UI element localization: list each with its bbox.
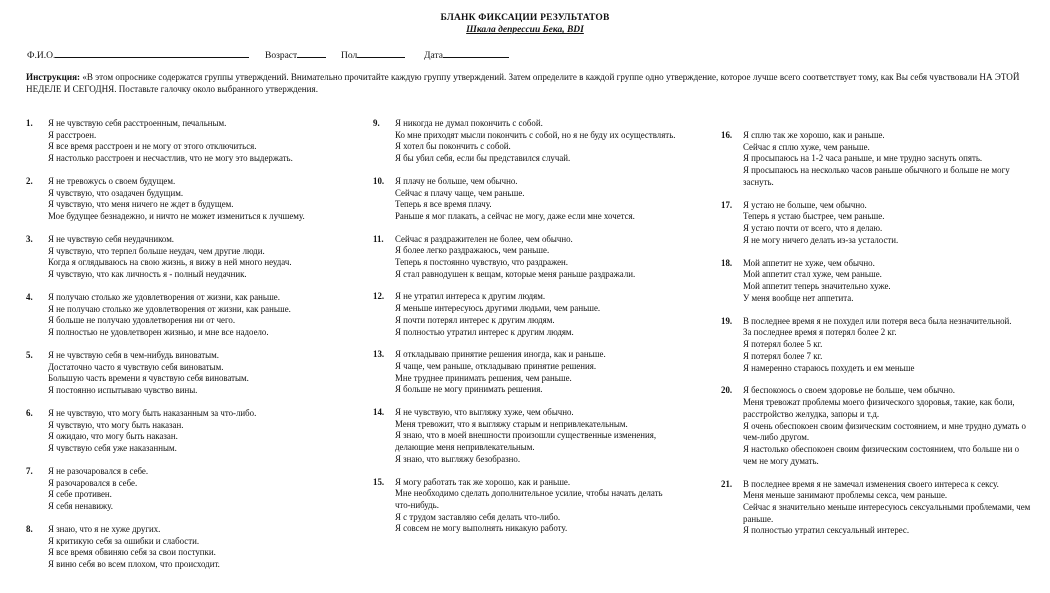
answer-statement[interactable]: Я не чувствую, что выгляжу хуже, чем обычно. — [395, 407, 574, 418]
answer-statement[interactable]: Я не чувствую себя неудачником. — [48, 234, 175, 244]
answer-statement[interactable]: Мое будущее безнадежно, и ничто не может измениться к лучшему. — [48, 211, 305, 222]
question-number: 20. — [721, 385, 733, 396]
question-number: 5. — [26, 350, 33, 360]
answer-statement[interactable]: Я просыпаюсь на 1-2 часа раньше, и мне трудно заснуть опять. — [743, 153, 983, 164]
answer-statement[interactable]: Я не тревожусь о своем будущем. — [48, 176, 176, 186]
question-group — [721, 316, 1033, 375]
answer-statement[interactable]: Достаточно часто я чувствую себя виноватым. — [48, 361, 224, 372]
answer-statement[interactable]: Сейчас я раздражителен не более, чем обычно. — [395, 233, 573, 244]
sex-field[interactable] — [341, 48, 405, 61]
answer-statement[interactable]: Я откладываю принятие решения иногда, как и раньше. — [395, 349, 606, 360]
answer-statement[interactable]: Мне необходимо сделать дополнительное усилие, чтобы начать делать что-нибудь. — [395, 488, 663, 510]
answer-statement[interactable]: Раньше я мог плакать, а сейчас не могу, даже если мне хочется. — [395, 210, 635, 221]
answer-statement[interactable]: Я разочаровался в себе. — [48, 477, 138, 488]
question-number: 2. — [26, 176, 33, 186]
answer-statement[interactable]: Я себя ненавижу. — [48, 501, 113, 512]
answer-statement[interactable]: Я меньше интересуюсь другими людьми, чем раньше. — [395, 303, 601, 314]
fio-label: Ф.И.О. — [27, 51, 56, 61]
question-group — [373, 349, 678, 396]
age-input-line[interactable] — [297, 48, 326, 58]
question-group — [721, 200, 1033, 247]
question-group — [721, 130, 1033, 189]
answer-statement[interactable]: Я сплю так же хорошо, как и раньше. — [743, 130, 885, 140]
answer-statement[interactable]: Я ожидаю, что могу быть наказан. — [48, 431, 178, 442]
answer-statement[interactable]: Я чувствую себя уже наказанным. — [48, 443, 177, 454]
sex-input-line[interactable] — [357, 48, 405, 58]
question-group — [721, 479, 1033, 538]
instructions-label: Инструкция: — [26, 72, 81, 82]
answer-statement[interactable]: Я настолько расстроен и несчастлив, что не могу это выдержать. — [48, 153, 293, 164]
date-input-line[interactable] — [443, 48, 509, 58]
question-group — [373, 291, 678, 338]
question-group — [373, 234, 678, 281]
question-group — [373, 407, 678, 466]
sex-label: Пол — [341, 51, 358, 61]
answer-statement[interactable]: Сейчас я значительно меньше интересуюсь сексуальными проблемами, чем раньше. — [743, 501, 1031, 524]
form-title: БЛАНК ФИКСАЦИИ РЕЗУЛЬТАТОВ — [440, 13, 610, 23]
question-group — [373, 118, 678, 165]
answer-statement[interactable]: Меня меньше занимают проблемы секса, чем раньше. — [743, 490, 948, 501]
answer-statement[interactable]: Я все время расстроен и не могу от этого отключиться. — [48, 141, 257, 152]
answer-statement[interactable]: Мой аппетит теперь значительно хуже. — [743, 281, 891, 292]
answer-statement[interactable]: Я полностью не удовлетворен жизнью, и мне все надоело. — [48, 327, 269, 338]
answer-statement[interactable]: Мне труднее принимать решения, чем раньше. — [395, 372, 572, 383]
answer-statement[interactable]: Я не чувствую себя расстроенным, печальным. — [48, 118, 227, 128]
question-number: 18. — [721, 257, 733, 268]
questions-column-2 — [373, 118, 678, 546]
question-number: 19. — [721, 315, 733, 326]
answer-statement[interactable]: Теперь я устаю быстрее, чем раньше. — [743, 211, 885, 222]
answer-statement[interactable]: Я получаю столько же удовлетворения от жизни, как раньше. — [48, 292, 280, 302]
answer-statement[interactable]: Я просыпаюсь на несколько часов раньше обычного и больше не могу заснуть. — [743, 165, 1010, 187]
question-number: 17. — [721, 199, 733, 210]
question-number: 8. — [26, 524, 33, 534]
question-number: 14. — [373, 407, 385, 418]
question-number: 1. — [26, 118, 33, 128]
question-number: 12. — [373, 291, 385, 302]
answer-statement[interactable]: Сейчас я сплю хуже, чем раньше. — [743, 141, 870, 152]
questions-column-1 — [26, 118, 356, 582]
age-field[interactable] — [265, 48, 326, 61]
answer-statement[interactable]: Я почти потерял интерес к другим людям. — [395, 314, 555, 325]
answer-statement[interactable]: Я с трудом заставляю себя делать что-либо. — [395, 511, 561, 522]
answer-statement[interactable]: Я намеренно стараюсь похудеть и ем меньше — [743, 362, 915, 373]
answer-statement[interactable]: Я стал равнодушен к вещам, которые меня раньше раздражали. — [395, 268, 636, 279]
question-number: 13. — [373, 349, 385, 360]
answer-statement[interactable]: Я виню себя во всем плохом, что происходит. — [48, 559, 220, 570]
answer-statement[interactable]: Я потерял более 7 кг. — [743, 350, 823, 361]
answer-statement[interactable]: Я чаще, чем раньше, откладываю принятие решения. — [395, 360, 597, 371]
answer-statement[interactable]: Я устаю не больше, чем обычно. — [743, 199, 867, 210]
question-group — [26, 176, 356, 223]
answer-statement[interactable]: Я себе противен. — [48, 489, 112, 500]
answer-statement[interactable]: Я более легко раздражаюсь, чем раньше. — [395, 245, 550, 256]
date-field[interactable] — [424, 48, 509, 61]
answer-statement[interactable]: Я не чувствую себя в чем-нибудь виноватым. — [48, 350, 219, 360]
answer-statement[interactable]: Я не чувствую, что могу быть наказанным за что-либо. — [48, 408, 257, 418]
answer-statement[interactable]: Я расстроен. — [48, 129, 97, 140]
answer-statement[interactable]: Меня тревожат проблемы моего физического здоровья, такие, как боли, расстройство желудка, запоры и т.д. — [743, 397, 1015, 419]
answer-statement[interactable]: Я больше не могу принимать решения. — [395, 384, 543, 395]
answer-statement[interactable]: Я знаю, что выгляжу безобразно. — [395, 453, 521, 464]
question-group — [26, 234, 356, 281]
answer-statement[interactable]: Я чувствую, что как личность я - полный неудачник. — [48, 269, 247, 280]
question-group — [721, 258, 1033, 305]
question-number: 3. — [26, 234, 33, 244]
question-group — [373, 176, 678, 223]
answer-statement[interactable]: Я все время обвиняю себя за свои поступки. — [48, 547, 216, 558]
answer-statement[interactable]: Я устаю почти от всего, что я делаю. — [743, 223, 883, 234]
answer-statement[interactable]: Я чувствую, что меня ничего не ждет в будущем. — [48, 199, 234, 210]
question-number: 16. — [721, 130, 733, 140]
answer-statement[interactable]: Я не утратил интереса к другим людям. — [395, 291, 546, 302]
answer-statement[interactable]: Ко мне приходят мысли покончить с собой, но я не буду их осуществлять. — [395, 129, 676, 140]
answer-statement[interactable]: Мой аппетит не хуже, чем обычно. — [743, 257, 875, 268]
question-number: 11. — [373, 233, 384, 244]
answer-statement[interactable]: Я больше не получаю удовлетворения ни от чего. — [48, 315, 236, 326]
answer-statement[interactable]: Меня тревожит, что я выгляжу старым и непривлекательным. — [395, 418, 628, 429]
answer-statement[interactable]: Теперь я постоянно чувствую, что раздражен. — [395, 257, 568, 268]
instructions-text: «В этом опроснике содержатся группы утверждений. Внимательно прочитайте каждую группу утверждений. Затем определите в каждой группе одно утверждение, которое лучше всего соответствует тому, как Вы себя чувствовали НА ЭТОЙ НЕДЕЛЕ И СЕГОДНЯ. Поставьте галочку около выбранного утверждения. — [26, 72, 1020, 95]
answer-statement[interactable]: Я полностью утратил сексуальный интерес. — [743, 525, 910, 536]
answer-statement[interactable]: Я постоянно испытываю чувство вины. — [48, 385, 198, 396]
question-number: 4. — [26, 292, 33, 302]
question-number: 9. — [373, 118, 380, 128]
question-group — [26, 118, 356, 165]
instructions — [26, 71, 1026, 95]
question-group — [26, 350, 356, 397]
answer-statement[interactable]: Я могу работать так же хорошо, как и раньше. — [395, 476, 571, 487]
answer-statement[interactable]: Я хотел бы покончить с собой. — [395, 141, 511, 152]
answer-statement[interactable]: Теперь я все время плачу. — [395, 199, 492, 210]
answer-statement[interactable]: Я чувствую, что могу быть наказан. — [48, 419, 184, 430]
answer-statement[interactable]: Я знаю, что я не хуже других. — [48, 524, 161, 534]
answer-statement[interactable]: Сейчас я плачу чаще, чем раньше. — [395, 187, 525, 198]
answer-statement[interactable]: Я знаю, что в моей внешности произошли существенные изменения, делающие меня непривлекательным. — [395, 430, 657, 453]
answer-statement[interactable]: Я плачу не больше, чем обычно. — [395, 175, 518, 186]
question-group — [26, 292, 356, 339]
question-number: 21. — [721, 478, 733, 489]
question-number: 10. — [373, 175, 385, 186]
questions-column-3 — [721, 130, 1033, 548]
question-number: 15. — [373, 476, 385, 487]
answer-statement[interactable]: Я критикую себя за ошибки и слабости. — [48, 535, 200, 546]
answer-statement[interactable]: Я не разочаровался в себе. — [48, 466, 149, 476]
answer-statement[interactable]: Я очень обеспокоен своим физическим состоянием, и мне трудно думать о чем-либо другом. — [743, 420, 1026, 443]
question-group — [373, 477, 678, 536]
answer-statement[interactable]: Я никогда не думал покончить с собой. — [395, 118, 543, 128]
scale-name: Шкала депрессии Бека, BDI — [466, 25, 584, 35]
answer-statement[interactable]: У меня вообще нет аппетита. — [743, 292, 854, 303]
answer-statement[interactable]: Я беспокоюсь о своем здоровье не больше, чем обычно. — [743, 385, 956, 396]
answer-statement[interactable]: Большую часть времени я чувствую себя виноватым. — [48, 373, 249, 384]
question-number: 7. — [26, 466, 33, 476]
answer-statement[interactable]: Я не получаю столько же удовлетворения от жизни, как раньше. — [48, 303, 291, 314]
answer-statement[interactable]: Я бы убил себя, если бы представился случай. — [395, 153, 571, 164]
answer-statement[interactable]: За последнее время я потерял более 2 кг. — [743, 327, 897, 338]
answer-statement[interactable]: Я совсем не могу выполнять никакую работу. — [395, 523, 568, 534]
answer-statement[interactable]: В последнее время я не похудел или потеря веса была незначительной. — [743, 315, 1012, 326]
fio-field[interactable] — [27, 48, 249, 61]
question-group — [721, 385, 1033, 467]
answer-statement[interactable]: Я не могу ничего делать из-за усталости. — [743, 234, 899, 245]
age-label: Возраст — [265, 51, 298, 61]
fio-input-line[interactable] — [55, 48, 249, 58]
date-label: Дата — [424, 51, 443, 61]
answer-statement[interactable]: Я чувствую, что озадачен будущим. — [48, 187, 184, 198]
answer-statement[interactable]: Я полностью утратил интерес к другим людям. — [395, 326, 574, 337]
answer-statement[interactable]: Я потерял более 5 кг. — [743, 339, 823, 350]
answer-statement[interactable]: Я настолько обеспокоен своим физическим состоянием, что больше ни о чем не могу думать. — [743, 443, 1020, 466]
question-group — [26, 524, 356, 571]
question-group — [26, 408, 356, 455]
question-group — [26, 466, 356, 513]
question-number: 6. — [26, 408, 33, 418]
answer-statement[interactable]: Я чувствую, что терпел больше неудач, чем другие люди. — [48, 245, 265, 256]
answer-statement[interactable]: Мой аппетит стал хуже, чем раньше. — [743, 269, 882, 280]
answer-statement[interactable]: Когда я оглядываюсь на свою жизнь, я вижу в ней много неудач. — [48, 257, 292, 268]
form-subtitle — [0, 25, 1050, 35]
answer-statement[interactable]: В последнее время я не замечал изменения своего интереса к сексу. — [743, 478, 999, 489]
